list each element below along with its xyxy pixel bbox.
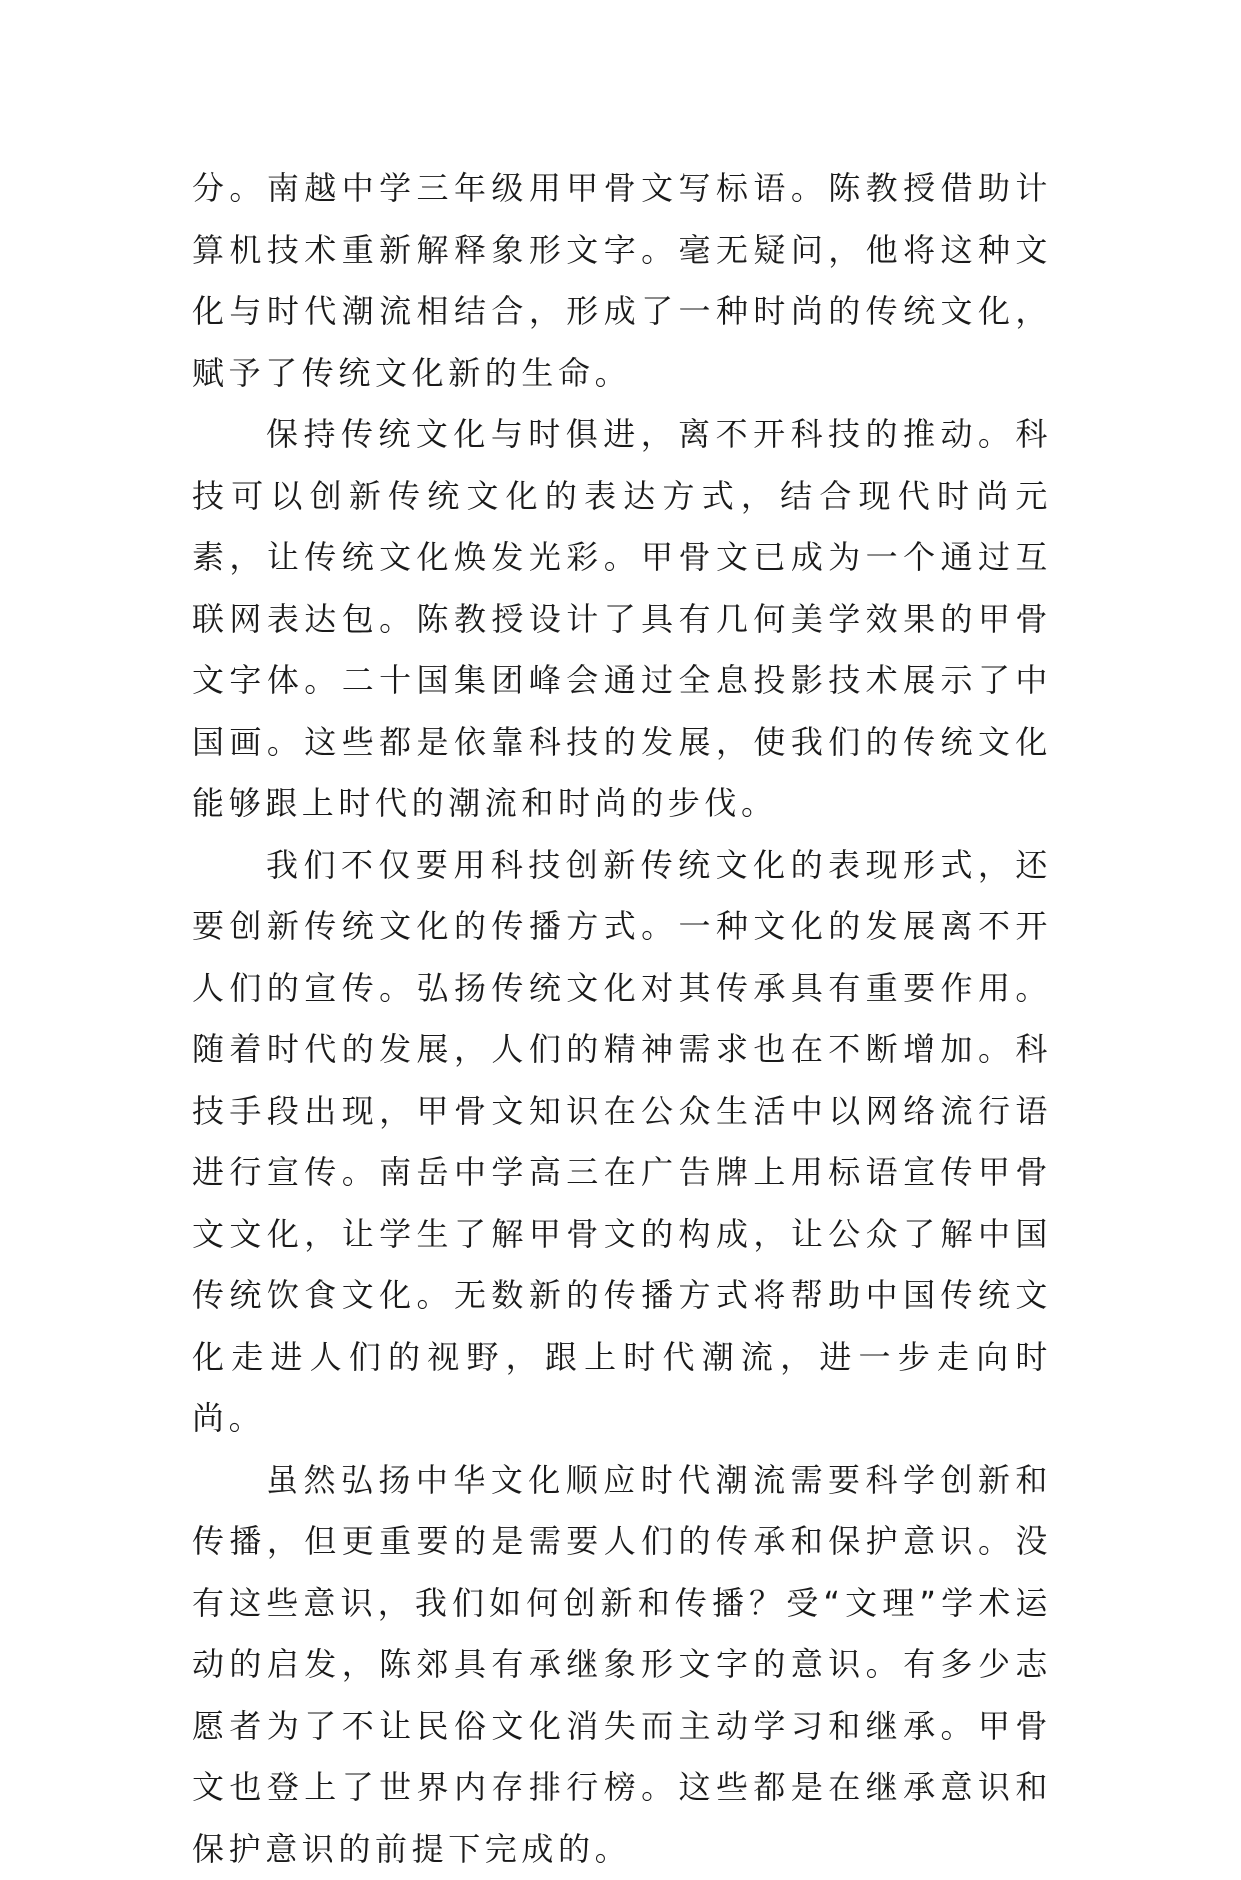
paragraph-1: 分。南越中学三年级用甲骨文写标语。陈教授借助计算机技术重新解释象形文字。毫无疑问，他将这种文化与时代潮流相结合，形成了一种时尚的传统文化，赋予了传统文化新的生命。 xyxy=(192,158,1052,404)
paragraph-4: 虽然弘扬中华文化顺应时代潮流需要科学创新和传播，但更重要的是需要人们的传承和保护意识。没有这些意识，我们如何创新和传播？受“文理”学术运动的启发，陈郊具有承继象形文字的意识。有多少志愿者为了不让民俗文化消失而主动学习和继承。甲骨文也登上了世界内存排行榜。这些都是在继承意识和保护意识的前提下完成的。 xyxy=(192,1450,1052,1880)
document-body xyxy=(192,158,1052,1880)
paragraph-2: 保持传统文化与时俱进，离不开科技的推动。科技可以创新传统文化的表达方式，结合现代时尚元素，让传统文化焕发光彩。甲骨文已成为一个通过互联网表达包。陈教授设计了具有几何美学效果的甲骨文字体。二十国集团峰会通过全息投影技术展示了中国画。这些都是依靠科技的发展，使我们的传统文化能够跟上时代的潮流和时尚的步伐。 xyxy=(192,404,1052,835)
paragraph-3: 我们不仅要用科技创新传统文化的表现形式，还要创新传统文化的传播方式。一种文化的发展离不开人们的宣传。弘扬传统文化对其传承具有重要作用。随着时代的发展，人们的精神需求也在不断增加。科技手段出现，甲骨文知识在公众生活中以网络流行语进行宣传。南岳中学高三在广告牌上用标语宣传甲骨文文化，让学生了解甲骨文的构成，让公众了解中国传统饮食文化。无数新的传播方式将帮助中国传统文化走进人们的视野，跟上时代潮流，进一步走向时尚。 xyxy=(192,835,1052,1450)
